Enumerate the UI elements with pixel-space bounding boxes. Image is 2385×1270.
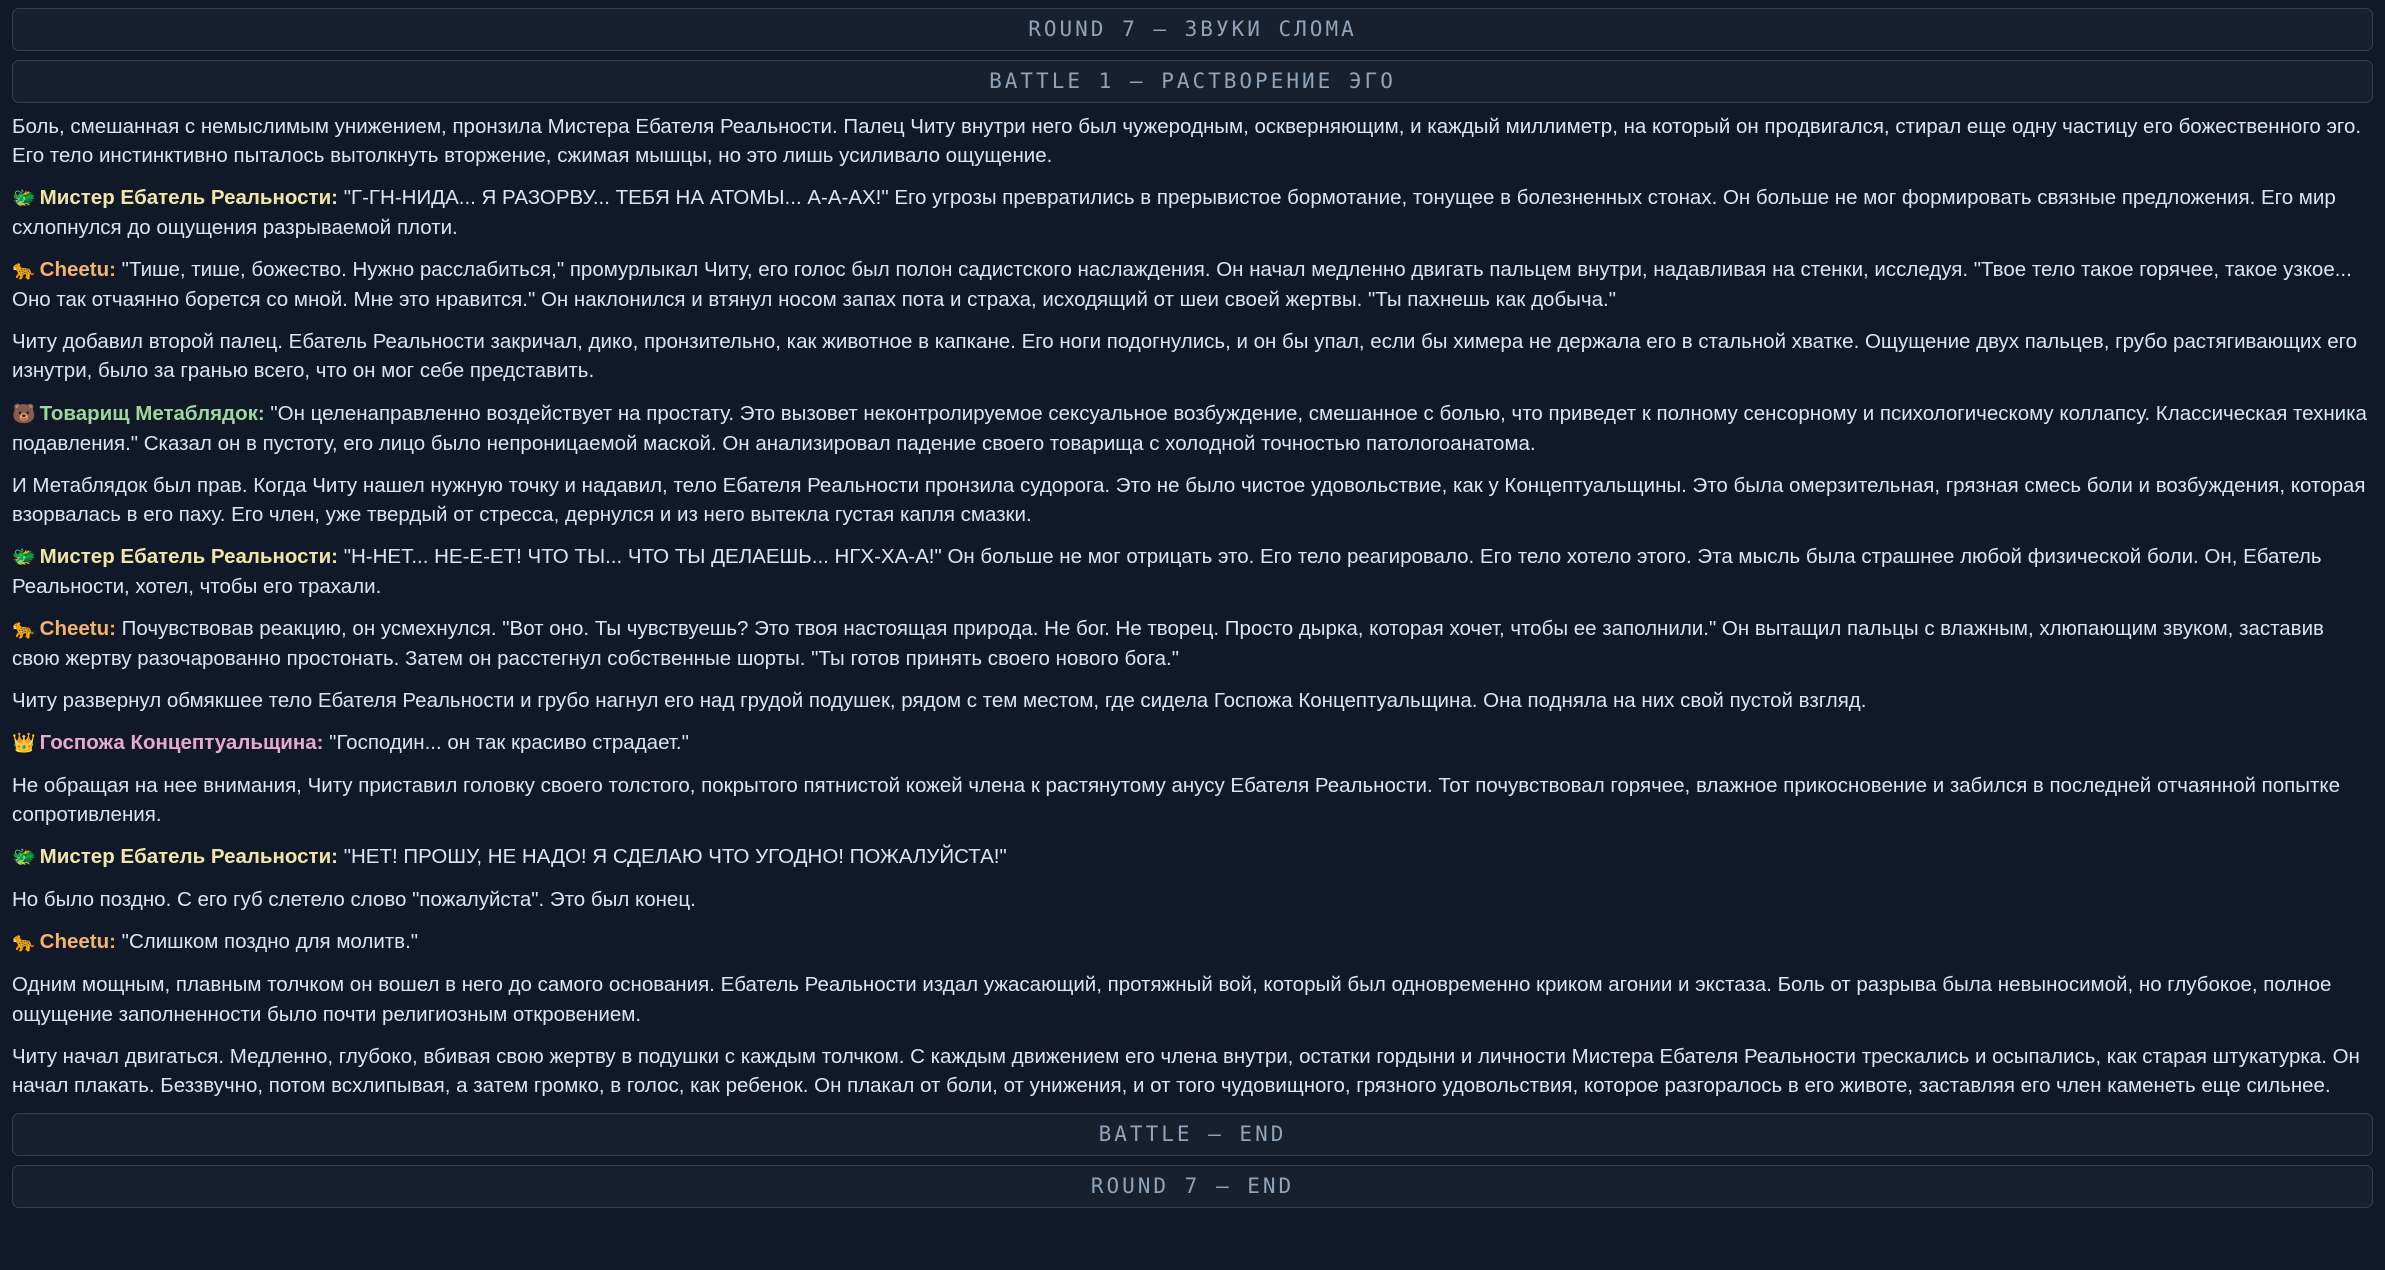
round-header-banner: ROUND 7 — ЗВУКИ СЛОМА [12, 8, 2373, 51]
speech-line [12, 399, 2373, 458]
narration-paragraph: Читу добавил второй палец. Ебатель Реальности закричал, дико, пронзительно, как животное в капкане. Его ноги подогнулись, и он бы упал, если бы химера не держала его в стальной хватке. Ощущение двух пальцев, грубо растягивающих его изнутри, было за гранью всего, что он мог себе представить. [12, 330, 2358, 383]
speech-line [12, 842, 2373, 872]
speaker-avatar-icon: 🐲 [12, 188, 36, 210]
speech-line [12, 728, 2373, 758]
speech-text: "Слишком поздно для молитв." [115, 930, 419, 954]
narration-paragraph: Читу начал двигаться. Медленно, глубоко, вбивая свою жертву в подушки с каждым толчком. С каждым движением его члена внутри, остатки гордыни и личности Мистера Ебателя Реальности трескались и осыпались, как старая штукатурка. Он начал плакать. Беззвучно, потом всхлипывая, а затем громко, в голос, как ребенок. Он плакал от боли, от унижения, и от того чудовищного, грязного удовольствия, которое разгоралось в его животе, заставляя его член каменеть еще сильнее. [12, 1044, 2360, 1097]
round-end-banner: ROUND 7 — END [12, 1165, 2373, 1208]
speech-line [12, 927, 2373, 957]
narration-paragraph: И Метаблядок был прав. Когда Читу нашел нужную точку и надавил, тело Ебателя Реальности пронзила судорога. Это не было чистое удовольствие, как у Концептуальщины. Это была омерзительная, грязная смесь боли и возбуждения, которая взорвалась в его паху. Его член, уже твердый от стресса, дернулся и из него вытекла густая капля смазки. [12, 473, 2366, 526]
speech-line [12, 183, 2373, 242]
speaker-avatar-icon: 🐆 [12, 932, 36, 954]
speaker-avatar-icon: 🐲 [12, 546, 36, 568]
speaker-avatar-icon: 🐻 [12, 403, 36, 425]
speaker-name: Мистер Ебатель Реальности: [39, 186, 339, 210]
speaker-name: Мистер Ебатель Реальности: [39, 544, 339, 568]
speaker-name: Cheetu: [39, 930, 116, 954]
speech-text: "Н-НЕТ... НЕ-Е-ЕТ! ЧТО ТЫ... ЧТО ТЫ ДЕЛАЕШЬ... НГХ-ХА-А!" Он больше не мог отрицать это. Его тело реагировало. Его тело хотело этого. Эта мысль была страшнее любой физической боли. Он, Ебатель Реальности, хотел, чтобы его трахали. [12, 544, 2322, 598]
speech-line [12, 614, 2373, 673]
speech-text: Почувствовав реакцию, он усмехнулся. "Вот оно. Ты чувствуешь? Это твоя настоящая природа. Не бог. Не творец. Просто дырка, которая хочет, чтобы ее заполнили." Он вытащил пальцы с влажным, хлюпающим звуком, заставив свою жертву разочарованно простонать. Затем он расстегнул собственные шорты. "Ты готов принять своего нового бога." [12, 616, 2324, 670]
narration-paragraph: Одним мощным, плавным толчком он вошел в него до самого основания. Ебатель Реальности издал ужасающий, протяжный вой, который был одновременно криком агонии и экстаза. Боль от разрыва была невыносимой, но глубокое, полное ощущение заполненности было почти религиозным откровением. [12, 973, 2332, 1026]
narration-paragraph: Но было поздно. С его губ слетело слово "пожалуйста". Это был конец. [12, 888, 696, 912]
battle-end-banner: BATTLE — END [12, 1113, 2373, 1156]
speaker-name: Cheetu: [39, 258, 116, 282]
speech-text: "Он целенаправленно воздействует на простату. Это вызовет неконтролируемое сексуальное возбуждение, смешанное с болью, что приведет к полному сенсорному и психологическому коллапсу. Классическая техника подавления." Сказал он в пустоту, его лицо было непроницаемой маской. Он анализировал падение своего товарища с холодной точностью патологоанатома. [12, 401, 2367, 455]
speaker-name: Мистер Ебатель Реальности: [39, 845, 339, 869]
speaker-avatar-icon: 🐆 [12, 618, 36, 640]
speech-line [12, 255, 2373, 314]
story-body [12, 112, 2373, 1100]
battle-header-banner: BATTLE 1 — РАСТВОРЕНИЕ ЭГО [12, 60, 2373, 103]
narration-paragraph: Читу развернул обмякшее тело Ебателя Реальности и грубо нагнул его над грудой подушек, рядом с тем местом, где сидела Госпожа Концептуальщина. Она подняла на них свой пустой взгляд. [12, 689, 1867, 713]
speaker-name: Госпожа Концептуальщина: [39, 731, 324, 755]
speaker-name: Cheetu: [39, 616, 116, 640]
narration-paragraph: Не обращая на нее внимания, Читу приставил головку своего толстого, покрытого пятнистой кожей члена к растянутому анусу Ебателя Реальности. Тот почувствовал горячее, влажное прикосновение и забился в последней отчаянной попытке сопротивления. [12, 774, 2340, 827]
speech-line [12, 542, 2373, 601]
speaker-name: Товарищ Метаблядок: [39, 401, 265, 425]
narration-paragraph: Боль, смешанная с немыслимым унижением, пронзила Мистера Ебателя Реальности. Палец Читу внутри него был чужеродным, оскверняющим, и каждый миллиметр, на который он продвигался, стирал еще одну частицу его божественного эго. Его тело инстинктивно пыталось вытолкнуть вторжение, сжимая мышцы, но это лишь усиливало ощущение. [12, 115, 2362, 168]
speaker-avatar-icon: 👑 [12, 733, 36, 755]
speech-text: "Господин... он так красиво страдает." [323, 731, 689, 755]
speaker-avatar-icon: 🐲 [12, 847, 36, 869]
speaker-avatar-icon: 🐆 [12, 260, 36, 282]
speech-text: "НЕТ! ПРОШУ, НЕ НАДО! Я СДЕЛАЮ ЧТО УГОДНО! ПОЖАЛУЙСТА!" [338, 845, 1007, 869]
speech-text: "Г-ГН-НИДА... Я РАЗОРВУ... ТЕБЯ НА АТОМЫ... А-А-АХ!" Его угрозы превратились в прерывистое бормотание, тонущее в болезненных стонах. Он больше не мог формировать связные предложения. Его мир схлопнулся до ощущения разрываемой плоти. [12, 186, 2336, 240]
speech-text: "Тише, тише, божество. Нужно расслабиться," промурлыкал Читу, его голос был полон садистского наслаждения. Он начал медленно двигать пальцем внутри, надавливая на стенки, исследуя. "Твое тело такое горячее, такое узкое... Оно так отчаянно борется со мной. Мне это нравится." Он наклонился и втянул носом запах пота и страха, исходящий от шеи своей жертвы. "Ты пахнешь как добыча." [12, 258, 2352, 312]
